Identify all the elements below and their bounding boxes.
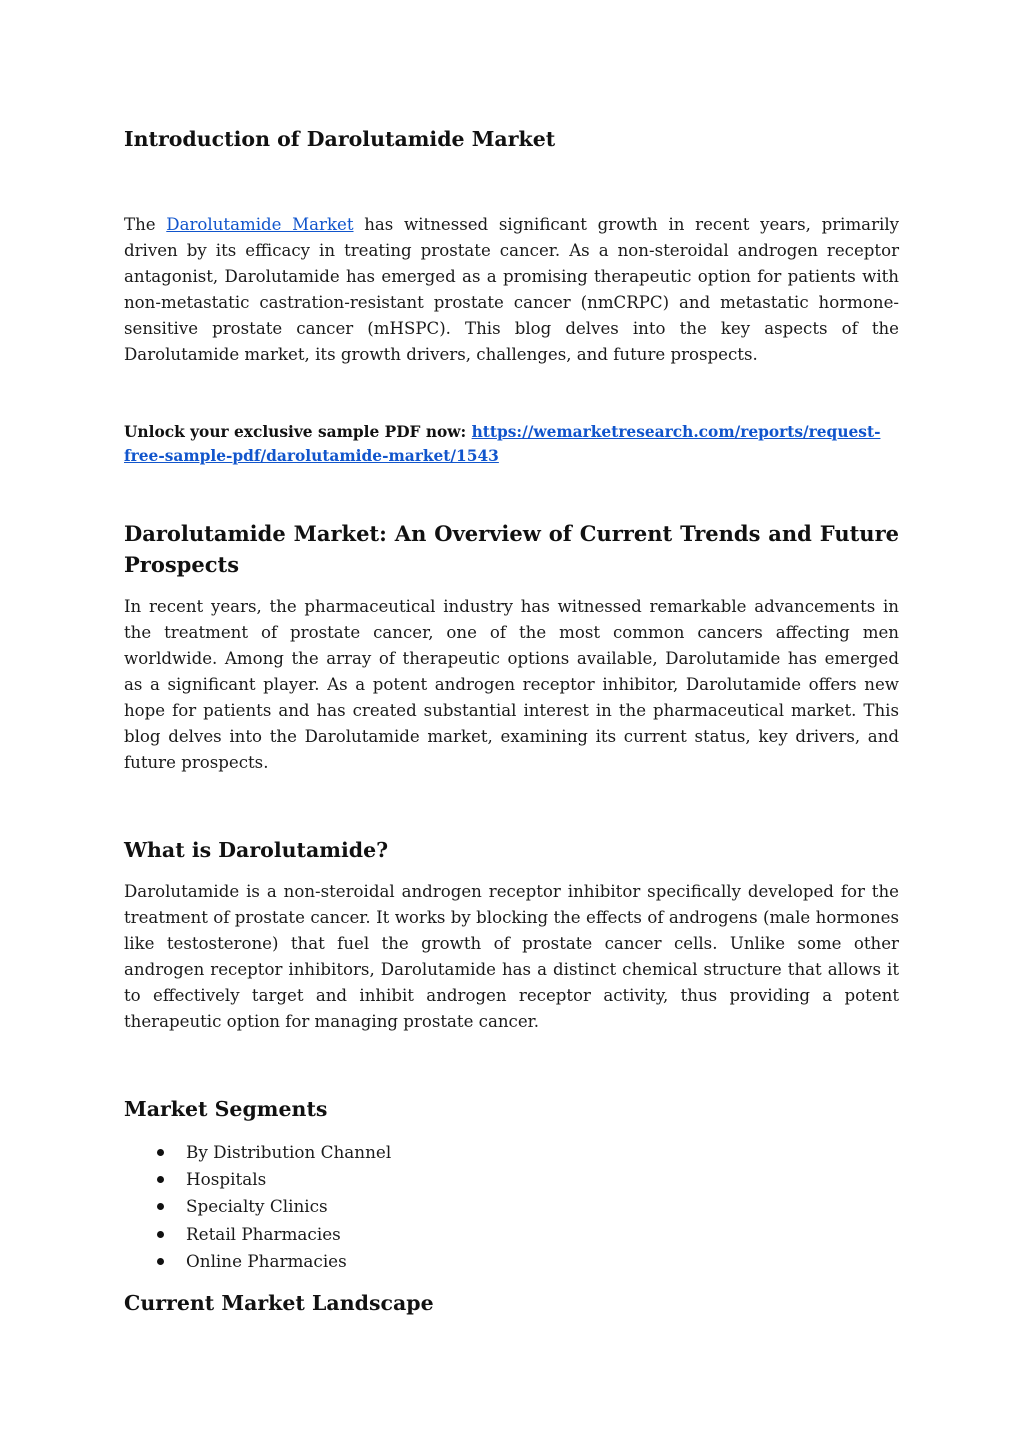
what-paragraph: Darolutamide is a non-steroidal androgen receptor inhibitor specifically developed for the treatment of prostate cancer. It works by blocking the effects of androgens (male hormones like testosterone) that fuel the growth of prostate cancer cells. Unlike some other androgen receptor inhibitors, Darolutamide has a distinct chemical structure that allows it to effectively target and inhibit androgen receptor activity, thus providing a potent therapeutic option for managing prostate cancer. (124, 882, 899, 1031)
sample-pdf-callout (124, 421, 899, 468)
list-item (124, 1139, 391, 1166)
intro-rest: has witnessed significant growth in recent years, primarily driven by its efficacy in treating prostate cancer. As a non-steroidal androgen receptor antagonist, Darolutamide has emerged as a promising therapeutic option for patients with non-metastatic castration-resistant prostate cancer (nmCRPC) and metastatic hormone-sensitive prostate cancer (mHSPC). This blog delves into the key aspects of the Darolutamide market, its growth drivers, challenges, and future prospects. (124, 215, 899, 364)
bullet-icon (157, 1176, 164, 1183)
segment-label: Online Pharmacies (186, 1250, 347, 1271)
segment-label: Retail Pharmacies (186, 1223, 341, 1244)
bullet-icon (157, 1149, 164, 1156)
overview-paragraph: In recent years, the pharmaceutical industry has witnessed remarkable advancements in the treatment of prostate cancer, one of the most common cancers affecting men worldwide. Among the array of therapeutic options available, Darolutamide has emerged as a significant player. As a potent androgen receptor inhibitor, Darolutamide offers new hope for patients and has created substantial interest in the pharmaceutical market. This blog delves into the Darolutamide market, examining its current status, key drivers, and future prospects. (124, 597, 899, 772)
sample-pdf-link[interactable]: https://wemarketresearch.com/reports/request-free-sample-pdf/darolutamide-market/1543 (124, 423, 881, 465)
list-item (124, 1221, 391, 1248)
segment-label: Specialty Clinics (186, 1196, 328, 1217)
heading-overview: Darolutamide Market: An Overview of Current Trends and Future Prospects (124, 521, 899, 577)
list-item (124, 1193, 391, 1220)
segments-list (124, 1139, 391, 1275)
intro-paragraph (124, 212, 899, 368)
heading-market-segments: Market Segments (124, 1097, 328, 1121)
sample-pdf-label: Unlock your exclusive sample PDF now: (124, 423, 472, 441)
bullet-icon (157, 1203, 164, 1210)
segment-label: Hospitals (186, 1169, 267, 1190)
list-item (124, 1166, 391, 1193)
bullet-icon (157, 1231, 164, 1238)
heading-introduction: Introduction of Darolutamide Market (124, 127, 556, 151)
heading-current-market-landscape: Current Market Landscape (124, 1291, 434, 1315)
bullet-icon (157, 1258, 164, 1265)
intro-prefix: The (124, 215, 167, 234)
darolutamide-market-link[interactable]: Darolutamide Market (166, 215, 354, 234)
list-item (124, 1248, 391, 1275)
segment-label: By Distribution Channel (186, 1142, 392, 1162)
heading-what-is-darolutamide: What is Darolutamide? (124, 838, 389, 862)
